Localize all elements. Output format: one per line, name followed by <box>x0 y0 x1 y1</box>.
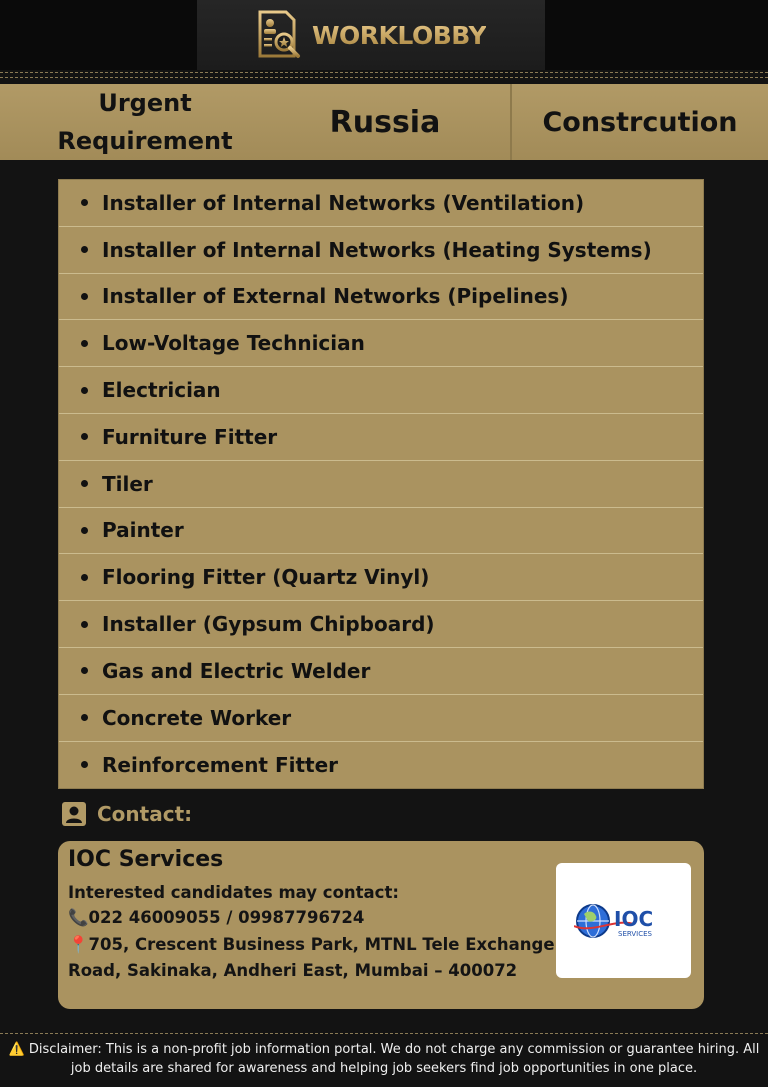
bullet-icon <box>81 199 88 206</box>
job-title: Installer (Gypsum Chipboard) <box>102 612 435 637</box>
divider-bottom <box>0 1033 768 1034</box>
phone-numbers[interactable]: 📞022 46009055 / 09987796724 <box>68 908 365 927</box>
bullet-icon <box>81 761 88 768</box>
job-list-item <box>59 367 703 414</box>
brand-logo[interactable] <box>197 0 545 70</box>
country-label: Russia <box>329 104 441 140</box>
ioc-logo-subtext: SERVICES <box>617 929 652 938</box>
job-title: Tiler <box>102 471 153 496</box>
job-list-item <box>59 742 703 789</box>
contact-heading <box>61 800 192 828</box>
bullet-icon <box>81 714 88 721</box>
job-list-item <box>59 554 703 601</box>
job-list-item <box>59 601 703 648</box>
ioc-logo-text: IOC <box>613 906 653 931</box>
job-list-item <box>59 461 703 508</box>
contact-heading-text: Contact: <box>97 802 193 826</box>
job-title: Gas and Electric Welder <box>102 658 371 683</box>
divider-top-1 <box>0 72 768 73</box>
bullet-icon <box>81 246 88 253</box>
bullet-icon <box>81 527 88 534</box>
job-title: Furniture Fitter <box>102 424 278 449</box>
bullet-icon <box>81 574 88 581</box>
job-list-item <box>59 180 703 227</box>
company-name: IOC Services <box>68 847 224 872</box>
job-list-item <box>59 648 703 695</box>
ioc-logo <box>556 863 691 978</box>
contact-card <box>58 841 704 1009</box>
job-title: Painter <box>102 518 184 543</box>
contact-intro: Interested candidates may contact: <box>68 883 399 902</box>
job-list-item <box>59 508 703 555</box>
brand-name: WORKLOBBY <box>311 20 487 50</box>
header-band <box>0 84 768 160</box>
bullet-icon <box>81 433 88 440</box>
bullet-icon <box>81 667 88 674</box>
bullet-icon <box>81 480 88 487</box>
address-line-1: 📍705, Crescent Business Park, MTNL Tele Exchange <box>68 935 555 954</box>
job-title: Flooring Fitter (Quartz Vinyl) <box>102 565 430 590</box>
divider-top-2 <box>0 77 768 78</box>
job-title: Electrician <box>102 378 221 403</box>
sector-label: Constrcution <box>510 84 768 160</box>
job-title: Reinforcement Fitter <box>102 752 339 777</box>
job-title: Installer of External Networks (Pipelines) <box>102 284 569 309</box>
urgent-requirement-label: Urgent Requirement <box>57 89 233 155</box>
job-list <box>58 179 704 789</box>
job-list-item <box>59 695 703 742</box>
disclaimer-text: ⚠️ Disclaimer: This is a non-profit job information portal. We do not charge any commission or guarantee hiring. All job details are shared for awareness and helping job seekers find job opportunities in one place. <box>8 1042 760 1076</box>
contact-card-icon <box>61 801 87 827</box>
bullet-icon <box>81 387 88 394</box>
address-line-2: Road, Sakinaka, Andheri East, Mumbai – 400072 <box>68 961 518 980</box>
bullet-icon <box>81 340 88 347</box>
job-list-item <box>59 414 703 461</box>
job-list-item <box>59 320 703 367</box>
globe-icon <box>574 898 674 944</box>
job-title: Low-Voltage Technician <box>102 331 365 356</box>
bullet-icon <box>81 621 88 628</box>
job-list-item <box>59 227 703 274</box>
job-title: Installer of Internal Networks (Ventilation) <box>102 190 585 215</box>
bullet-icon <box>81 293 88 300</box>
job-title: Installer of Internal Networks (Heating Systems) <box>102 237 652 262</box>
job-title: Concrete Worker <box>102 705 292 730</box>
job-list-item <box>59 274 703 321</box>
resume-search-icon <box>256 10 302 60</box>
